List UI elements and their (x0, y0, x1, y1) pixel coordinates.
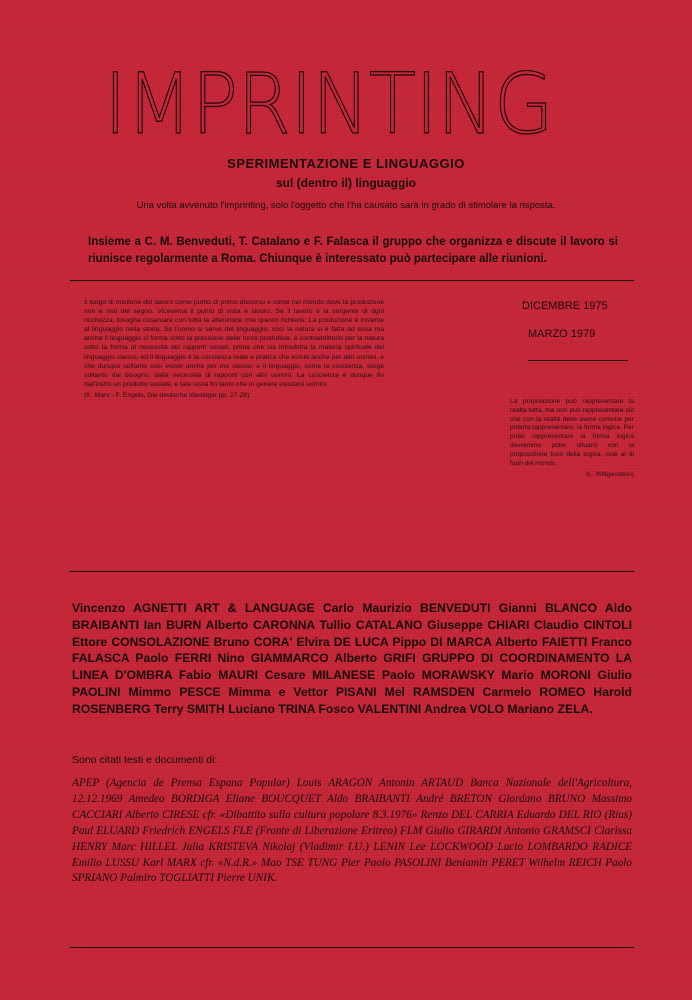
tagline: Una volta avvenuto l'imprinting, solo l'oggetto che l'ha causato sarà in grado di stimolare la risposta. (136, 200, 556, 211)
quote-wittgenstein (510, 398, 634, 479)
quote-marx-engels-text: Il luogo di mistione del lavoro come punto di primo discorso e come nel mondo dove la produzione non è mai del segno. Viceversa il punto di vista e lavoro. Se il lavoro è la sorgente di ogni ricchezza, bisogna osservare con tutta la attenzione che questo richiede. La produzione è insieme al linguaggio nella storia. Se l'uomo si serve del linguaggio, così la natura si è fatta ad essa ma anche il linguaggio si forma sotto la pressione delle forze produttive, è contraddittorio per la natura sotto la forma di necessità dei rapporti sociali, prima che sia introdotta la materia spirituale del linguaggio stesso, ed il linguaggio è la coscienza reale e pratica che esiste anche per altri uomini, e che dunque soltanto così esiste anche per me stesso; e il linguaggio, come la coscienza, sorge soltanto dal bisogno, dalla necessità di rapporti con altri uomini. La coscienza è dunque fin dall'inizio un prodotto sociale, e tale resta fin tanto che in genere esistono uomini. (84, 299, 384, 388)
date-start: DICEMBRE 1975 (522, 300, 608, 312)
quote-wittgenstein-source: (L. Wittgenstein) (585, 470, 634, 478)
divider-top (70, 280, 634, 281)
book-title: IMPRINTING (104, 55, 553, 153)
quote-marx-engels-source: (K. Marx - F. Engels, Die deutsche Ideologie pp. 27-28) (84, 391, 250, 399)
subtitle: SPERIMENTAZIONE E LINGUAGGIO (227, 156, 465, 171)
quote-marx-engels (84, 298, 384, 400)
divider-dates (528, 360, 628, 361)
subtitle-secondary: sul (dentro il) linguaggio (276, 176, 416, 190)
cited-label: Sono citati testi e documenti di: (72, 754, 218, 766)
divider-bottom (70, 947, 634, 948)
intro-paragraph: Insieme a C. M. Benveduti, T. Catalano e F. Falasca il gruppo che organizza e discute il lavoro si riunisce regolarmente a Roma. Chiunque è interessato può partecipare alle riunioni. (88, 236, 618, 265)
divider-middle (70, 571, 634, 572)
quote-wittgenstein-text: La proposizione può rappresentare la realtà tutta, ma non può rappresentare ciò che con la realtà deve avere comune per poterla rappresentare, la forma logica. Per poter rappresentare la forma logica dovremmo poter situarci con la proposizione fuori della logica, cioè al di fuori del mondo. (510, 398, 634, 467)
artists-list: Vincenzo AGNETTI ART & LANGUAGE Carlo Maurizio BENVEDUTI Gianni BLANCO Aldo BRAIBANTI Ian BURN Alberto CARONNA Tullio CATALANO Giuseppe CHIARI Claudio CINTOLI Ettore CONSOLAZIONE Bruno CORA' Elvira DE LUCA Pippo DI MARCA Alberto FAIETTI Franco FALASCA Paolo FERRI Nino GIAMMARCO Alberto GRIFI GRUPPO DI COORDINAMENTO LA LINEA D'OMBRA Fabio MAURI Cesare MILANESE Paolo MORAWSKY Mario MORONI Giulio PAOLINI Mimmo PESCE Mimma e Vettor PISANI Mel RAMSDEN Carmelo ROMEO Harold ROSENBERG Terry SMITH Luciano TRINA Fosco VALENTINI Andrea VOLO Mariano ZELA. (72, 601, 632, 716)
cited-authors-list: APEP (Agencia de Prensa Espana Popular) Louis ARAGON Antonin ARTAUD Banca Nazionale dell'Agricoltura, 12.12.1969 Amedeo BORDIGA Eliane BOUCQUET Aldo BRAIBANTI André BRETON Giordano BRUNO Massimo CACCIARI Alberto CIRESE cfr. «Dibattito sulla cultura popolare 8.3.1976» Renzo DEL CARRIA Eduardo DEL RIO (Rius) Paul ELUARD Friedrich ENGELS FLE (Fronte di Liberazione Eritreo) FLM Giulio GIRARDI Antonio GRAMSCI Clarissa HENRY Marc HILLEL Julia KRISTEVA Nikolaj (Vladimir I.U.) LENIN Lee LOCKWOOD Lucio LOMBARDO RADICE Emilio LUSSU Karl MARX cfr. «N.d.R.» Mao TSE TUNG Pier Paolo PASOLINI Beniamin PERET Wilhelm REICH Paolo SPRIANO Palmiro TOGLIATTI Pierre UNIK. (72, 777, 632, 885)
date-end: MARZO 1979 (528, 328, 596, 340)
